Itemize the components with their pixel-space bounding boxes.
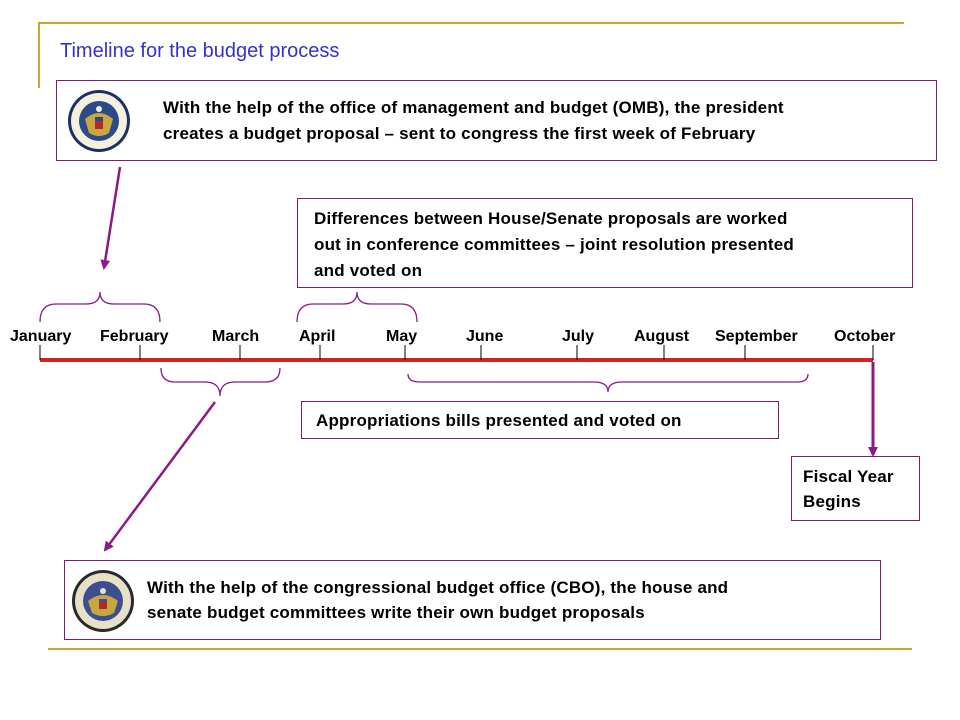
congress-text-line1: With the help of the congressional budget office (CBO), the house and: [147, 578, 729, 597]
month-february: February: [100, 328, 169, 345]
fiscal-year-line1: Fiscal Year: [803, 467, 894, 486]
month-september: September: [715, 328, 798, 345]
month-march: March: [212, 328, 260, 345]
conference-text-line1: Differences between House/Senate proposals are worked: [314, 209, 788, 228]
brace-apr-may: [297, 292, 417, 322]
brace-may-sep: [408, 374, 808, 392]
president-text-line2: creates a budget proposal – sent to congress the first week of February: [163, 124, 756, 143]
president-text-line1: With the help of the office of management and budget (OMB), the president: [163, 98, 784, 117]
month-may: May: [386, 328, 418, 345]
month-april: April: [299, 328, 336, 345]
brace-feb-mar: [161, 368, 280, 396]
month-july: July: [562, 328, 595, 345]
month-october: October: [834, 328, 896, 345]
month-june: June: [466, 328, 504, 345]
conference-text-line3: and voted on: [314, 261, 423, 280]
month-august: August: [634, 328, 690, 345]
brace-jan-feb: [40, 292, 160, 322]
timeline-ticks: [40, 345, 873, 360]
arrow-president-to-feb: [104, 167, 120, 268]
arrow-brace-to-congress: [105, 402, 215, 550]
appropriations-text: Appropriations bills presented and voted on: [316, 411, 682, 430]
page-title: Timeline for the budget process: [60, 40, 340, 62]
month-january: January: [10, 328, 72, 345]
congress-text-line2: senate budget committees write their own budget proposals: [147, 603, 645, 622]
conference-text-line2: out in conference committees – joint resolution presented: [314, 235, 794, 254]
fiscal-year-line2: Begins: [803, 492, 861, 511]
